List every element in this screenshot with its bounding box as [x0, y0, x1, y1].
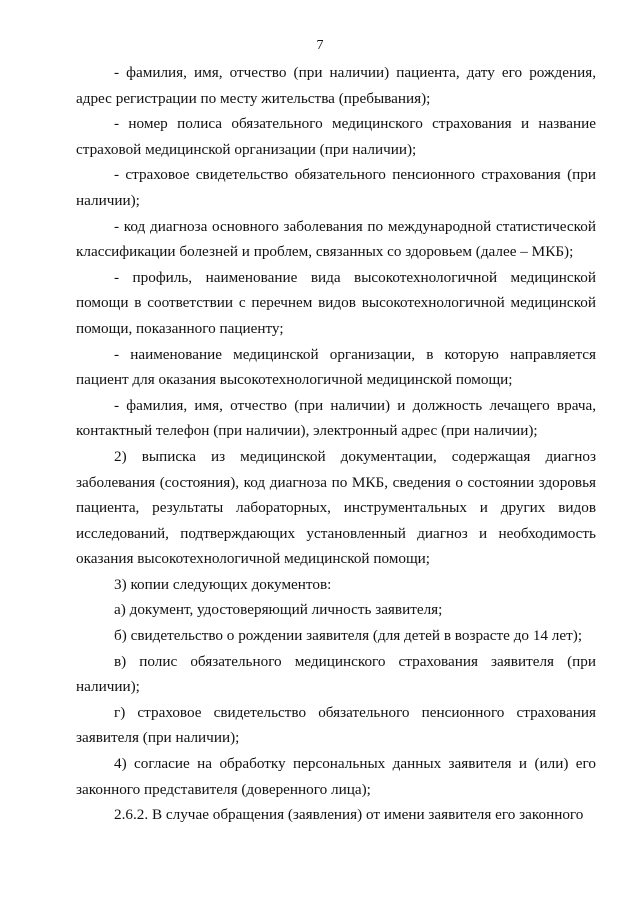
paragraph-medical-extract: 2) выписка из медицинской документации, содержащая диагноз заболевания (состояния), код диагноза по МКБ, сведения о состоянии здоровья пациента, результаты лабораторных, инструментальных и других видов исследований, подтверждающих установленный диагноз и необходимость оказания высокотехнологичной медицинской помощи;: [76, 447, 596, 568]
paragraph-data-consent: 4) согласие на обработку персональных данных заявителя и (или) его законного представителя (доверенного лица);: [76, 755, 596, 798]
paragraph-pension-certificate: - страховое свидетельство обязательного пенсионного страхования (при наличии);: [76, 166, 596, 209]
paragraph-section-2-6-2: 2.6.2. В случае обращения (заявления) от имени заявителя его законного: [114, 806, 584, 824]
paragraph-patient-name: - фамилия, имя, отчество (при наличии) пациента, дату его рождения, адрес регистрации по месту жительства (пребывания);: [76, 64, 596, 107]
paragraph-document-copies: 3) копии следующих документов:: [114, 575, 332, 593]
paragraph-birth-certificate: б) свидетельство о рождении заявителя (для детей в возрасте до 14 лет);: [114, 627, 583, 645]
paragraph-insurance-policy: - номер полиса обязательного медицинского страхования и название страховой медицинской организации (при наличии);: [76, 115, 596, 158]
paragraph-diagnosis-code: - код диагноза основного заболевания по международной статистической классификации болезней и проблем, связанных со здоровьем (далее – МКБ);: [76, 217, 596, 261]
paragraph-identity-document: а) документ, удостоверяющий личность заявителя;: [114, 601, 443, 619]
document-body: [76, 60, 596, 828]
paragraph-attending-doctor: - фамилия, имя, отчество (при наличии) и должность лечащего врача, контактный телефон (при наличии), электронный адрес (при наличии);: [76, 396, 596, 440]
paragraph-medical-organization: - наименование медицинской организации, в которую направляется пациент для оказания высокотехнологичной медицинской помощи;: [76, 345, 596, 389]
paragraph-applicant-pension: г) страховое свидетельство обязательного пенсионного страхования заявителя (при наличии);: [76, 703, 596, 747]
page-number: 7: [316, 38, 324, 53]
paragraph-applicant-policy: в) полис обязательного медицинского страхования заявителя (при наличии);: [76, 652, 596, 696]
paragraph-care-profile: - профиль, наименование вида высокотехнологичной медицинской помощи в соответствии с перечнем видов высокотехнологичной медицинской помощи, показанного пациенту;: [76, 268, 596, 337]
